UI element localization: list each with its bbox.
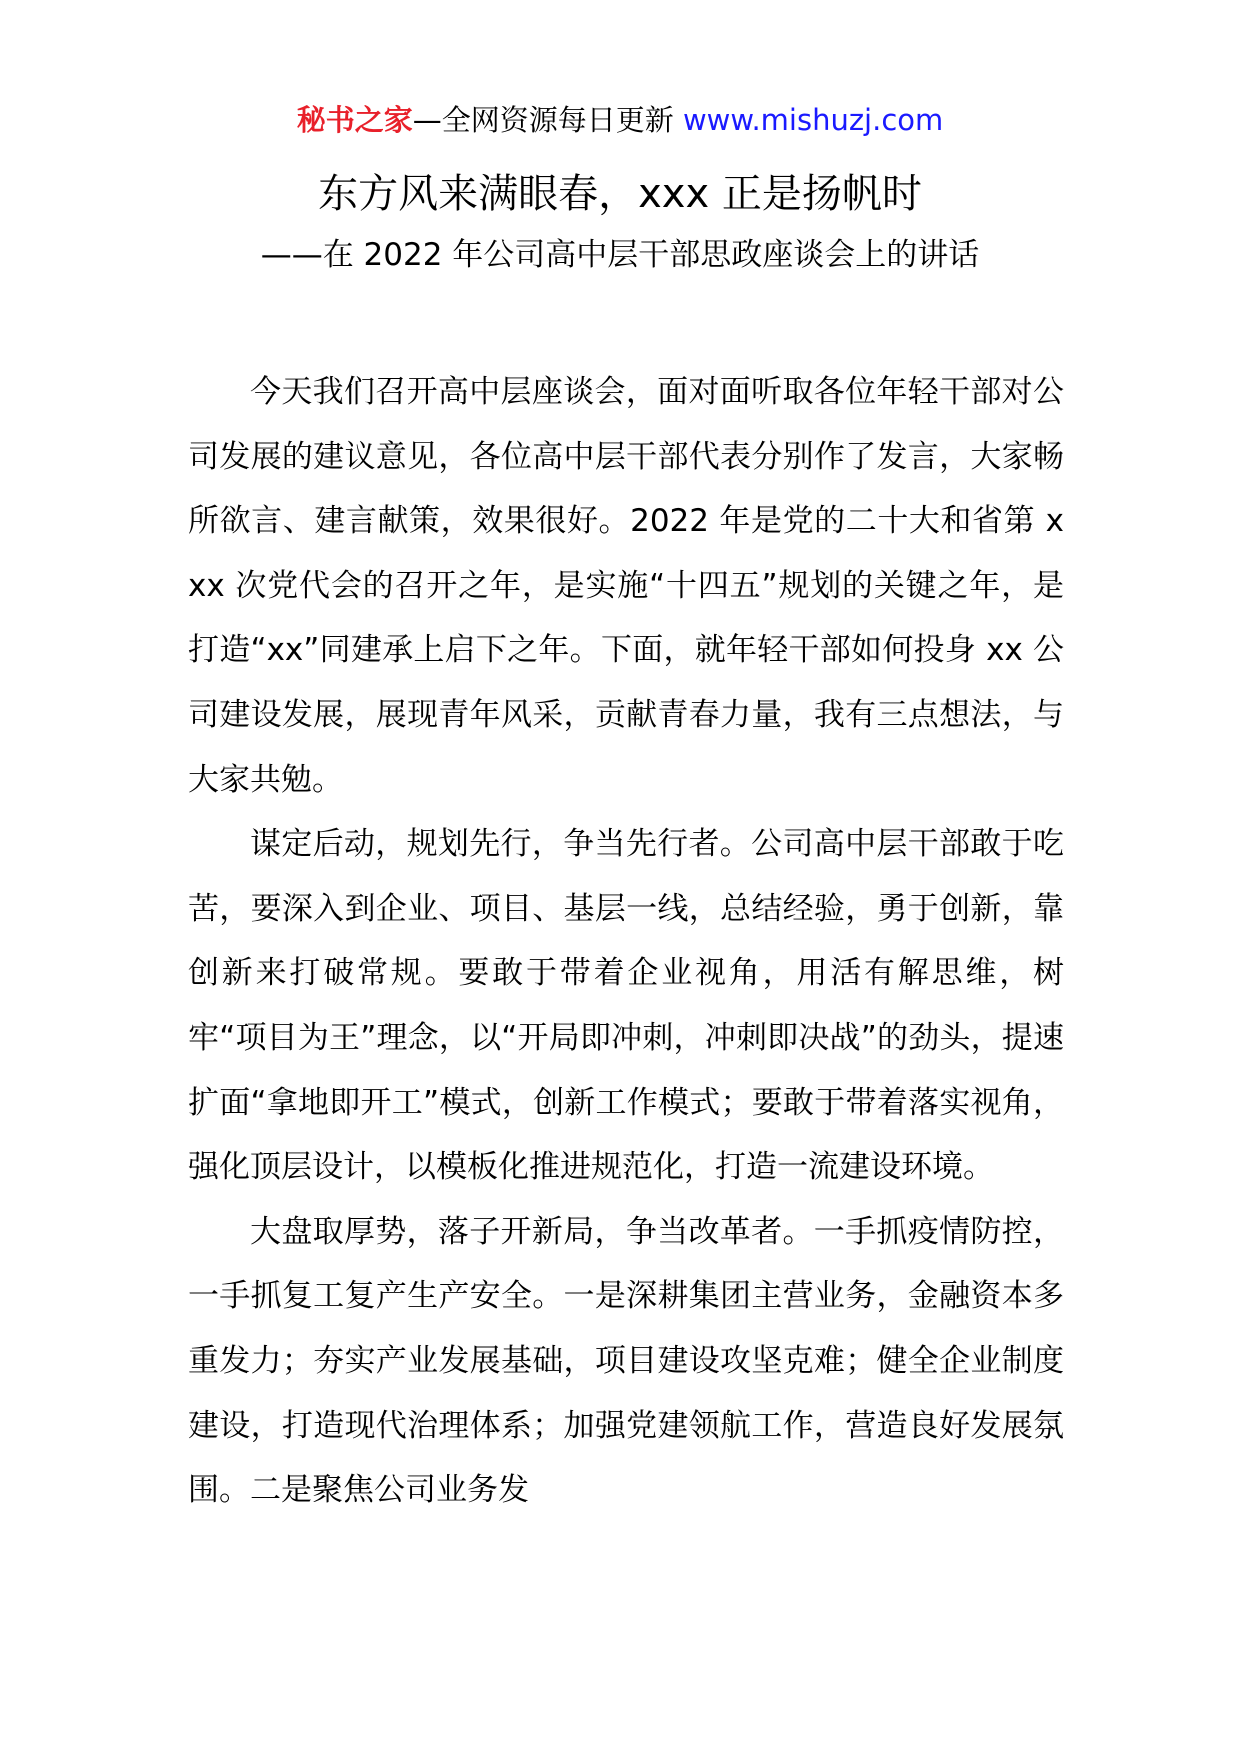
paragraph: 谋定后动，规划先行，争当先行者。公司高中层干部敢于吃苦，要深入到企业、项目、基层一线，总结经验，勇于创新，靠创新来打破常规。要敢于带着企业视角，用活有解思维，树牢“项目为王”理念，以“开局即冲刺，冲刺即决战”的劲头，提速扩面“拿地即开工”模式，创新工作模式；要敢于带着落实视角，强化顶层设计，以模板化推进规范化，打造一流建设环境。 <box>188 826 1064 1186</box>
site-header <box>0 100 1240 140</box>
paragraph: 今天我们召开高中层座谈会，面对面听取各位年轻干部对公司发展的建议意见，各位高中层干部代表分别作了发言，大家畅所欲言、建言献策，效果很好。2022 年是党的二十大和省第 xxx 次党代会的召开之年，是实施“十四五”规划的关键之年，是打造“xx”同建承上启下之年。下面，就年轻干部如何投身 xx 公司建设发展，展现青年风采，贡献青春力量，我有三点想法，与大家共勉。 <box>188 374 1064 798</box>
site-tagline: —全网资源每日更新 <box>412 103 674 137</box>
document-subtitle: ——在 2022 年公司高中层干部思政座谈会上的讲话 <box>260 237 980 273</box>
paragraph: 大盘取厚势，落子开新局，争当改革者。一手抓疫情防控，一手抓复工复产生产安全。一是深耕集团主营业务，金融资本多重发力；夯实产业发展基础，项目建设攻坚克难；健全企业制度建设，打造现代治理体系；加强党建领航工作，营造良好发展氛围。二是聚焦公司业务发 <box>188 1213 1064 1509</box>
document-title: 东方风来满眼春，xxx 正是扬帆时 <box>318 171 922 217</box>
site-url-link[interactable]: www.mishuzj.com <box>682 103 944 137</box>
document-body <box>188 360 1064 1523</box>
brand-name: 秘书之家 <box>296 103 413 137</box>
